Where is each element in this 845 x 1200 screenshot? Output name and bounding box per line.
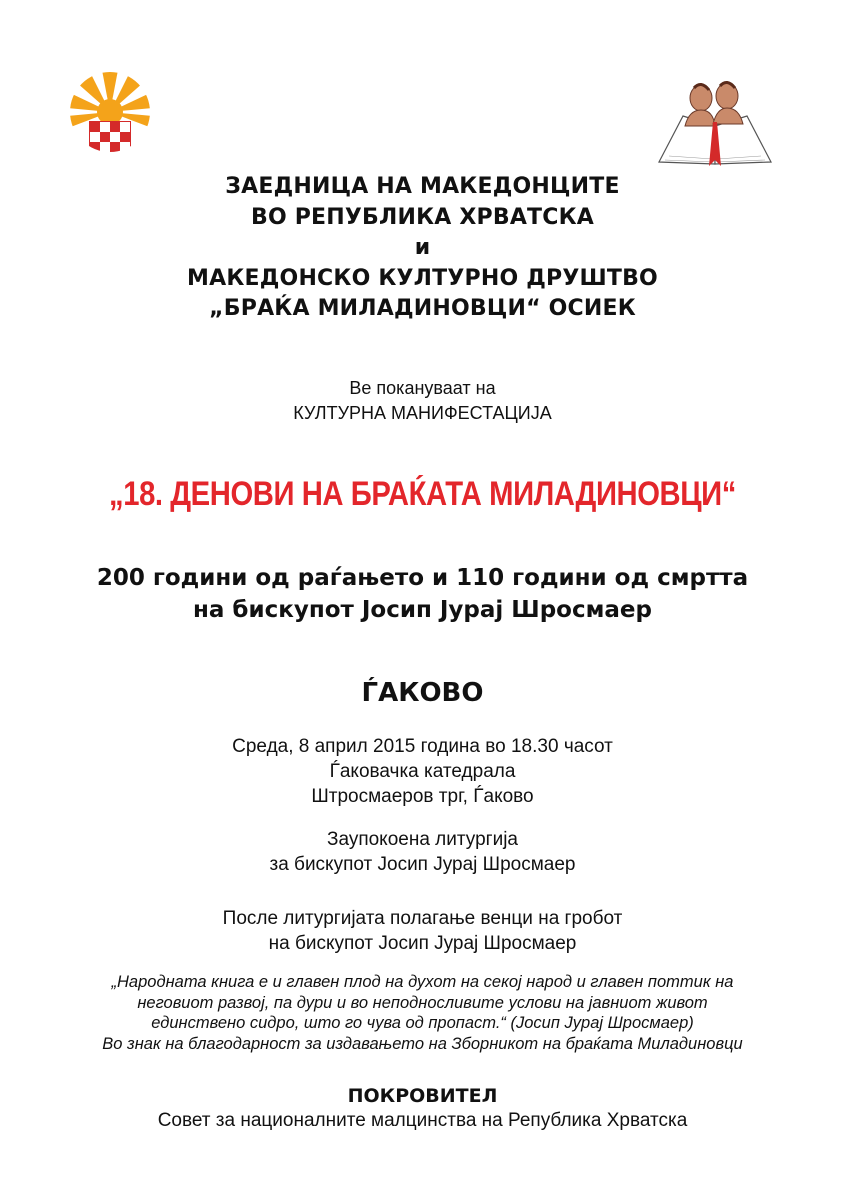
- strossmayer-quote: [0, 972, 845, 1054]
- event-address: Штросмаеров трг, Ѓаково: [311, 786, 534, 807]
- event-venue: Ѓаковачка катедрала: [329, 761, 516, 782]
- organizer-conjunction: и: [414, 235, 431, 260]
- invitation-line-1: Ве покануваат на: [349, 378, 496, 398]
- quote-line-3: единствено сидро, што го чува од пропаст.“ (Јосип Јурај Шросмаер): [151, 1014, 694, 1032]
- quote-line-2: неговиот развој, па дури и во неподносливите услови на јавниот живот: [137, 993, 708, 1012]
- event-details: [0, 734, 845, 809]
- subtitle-line-1: 200 години од раѓањето и 110 години од смртта: [96, 565, 749, 591]
- patron-heading: ПОКРОВИТЕЛ: [347, 1085, 498, 1107]
- event-date-time: Среда, 8 април 2015 година во 18.30 часот: [232, 736, 613, 757]
- quote-line-4: Во знак на благодарност за издавањето на Зборникот на браќата Миладиновци: [102, 1034, 743, 1053]
- city-heading: ЃАКОВО: [361, 678, 484, 708]
- subtitle-line-2: на бискупот Јосип Јурај Шросмаер: [193, 597, 652, 623]
- program-item-1-line-1: Заупокоена литургија: [327, 829, 518, 850]
- organizer-line-2: ВО РЕПУБЛИКА ХРВАТСКА: [250, 204, 595, 230]
- festival-title: „18. ДЕНОВИ НА БРАЌАТА МИЛАДИНОВЦИ“: [109, 475, 736, 513]
- program-item-2-line-1: После литургијата полагање венци на гробот: [222, 908, 623, 929]
- invitation-text: [0, 376, 845, 426]
- invitation-line-2: КУЛТУРНА МАНИФЕСТАЦИЈА: [293, 403, 552, 423]
- organizer-line-4: „БРАЌА МИЛАДИНОВЦИ“ ОСИЕК: [209, 296, 636, 321]
- organizer-line-1: ЗАЕДНИЦА НА МАКЕДОНЦИТЕ: [225, 174, 620, 199]
- program-item-2-line-2: на бискупот Јосип Јурај Шросмаер: [268, 933, 577, 954]
- event-subtitle: [0, 562, 845, 626]
- program-item-liturgy: [0, 827, 845, 877]
- organizer-line-3: МАКЕДОНСКО КУЛТУРНО ДРУШТВО: [187, 265, 658, 291]
- miladinov-brothers-book-logo-icon: [655, 76, 775, 168]
- community-sun-logo-icon: [68, 70, 152, 154]
- organizers-heading: [0, 172, 845, 325]
- quote-line-1: „Народната книга е и главен плод на духот на секој народ и главен поттик на: [111, 973, 734, 991]
- program-item-wreaths: [0, 906, 845, 956]
- patron-name: Совет за националните малцинства на Република Хрватска: [157, 1110, 688, 1131]
- program-item-1-line-2: за бискупот Јосип Јурај Шросмаер: [269, 854, 576, 875]
